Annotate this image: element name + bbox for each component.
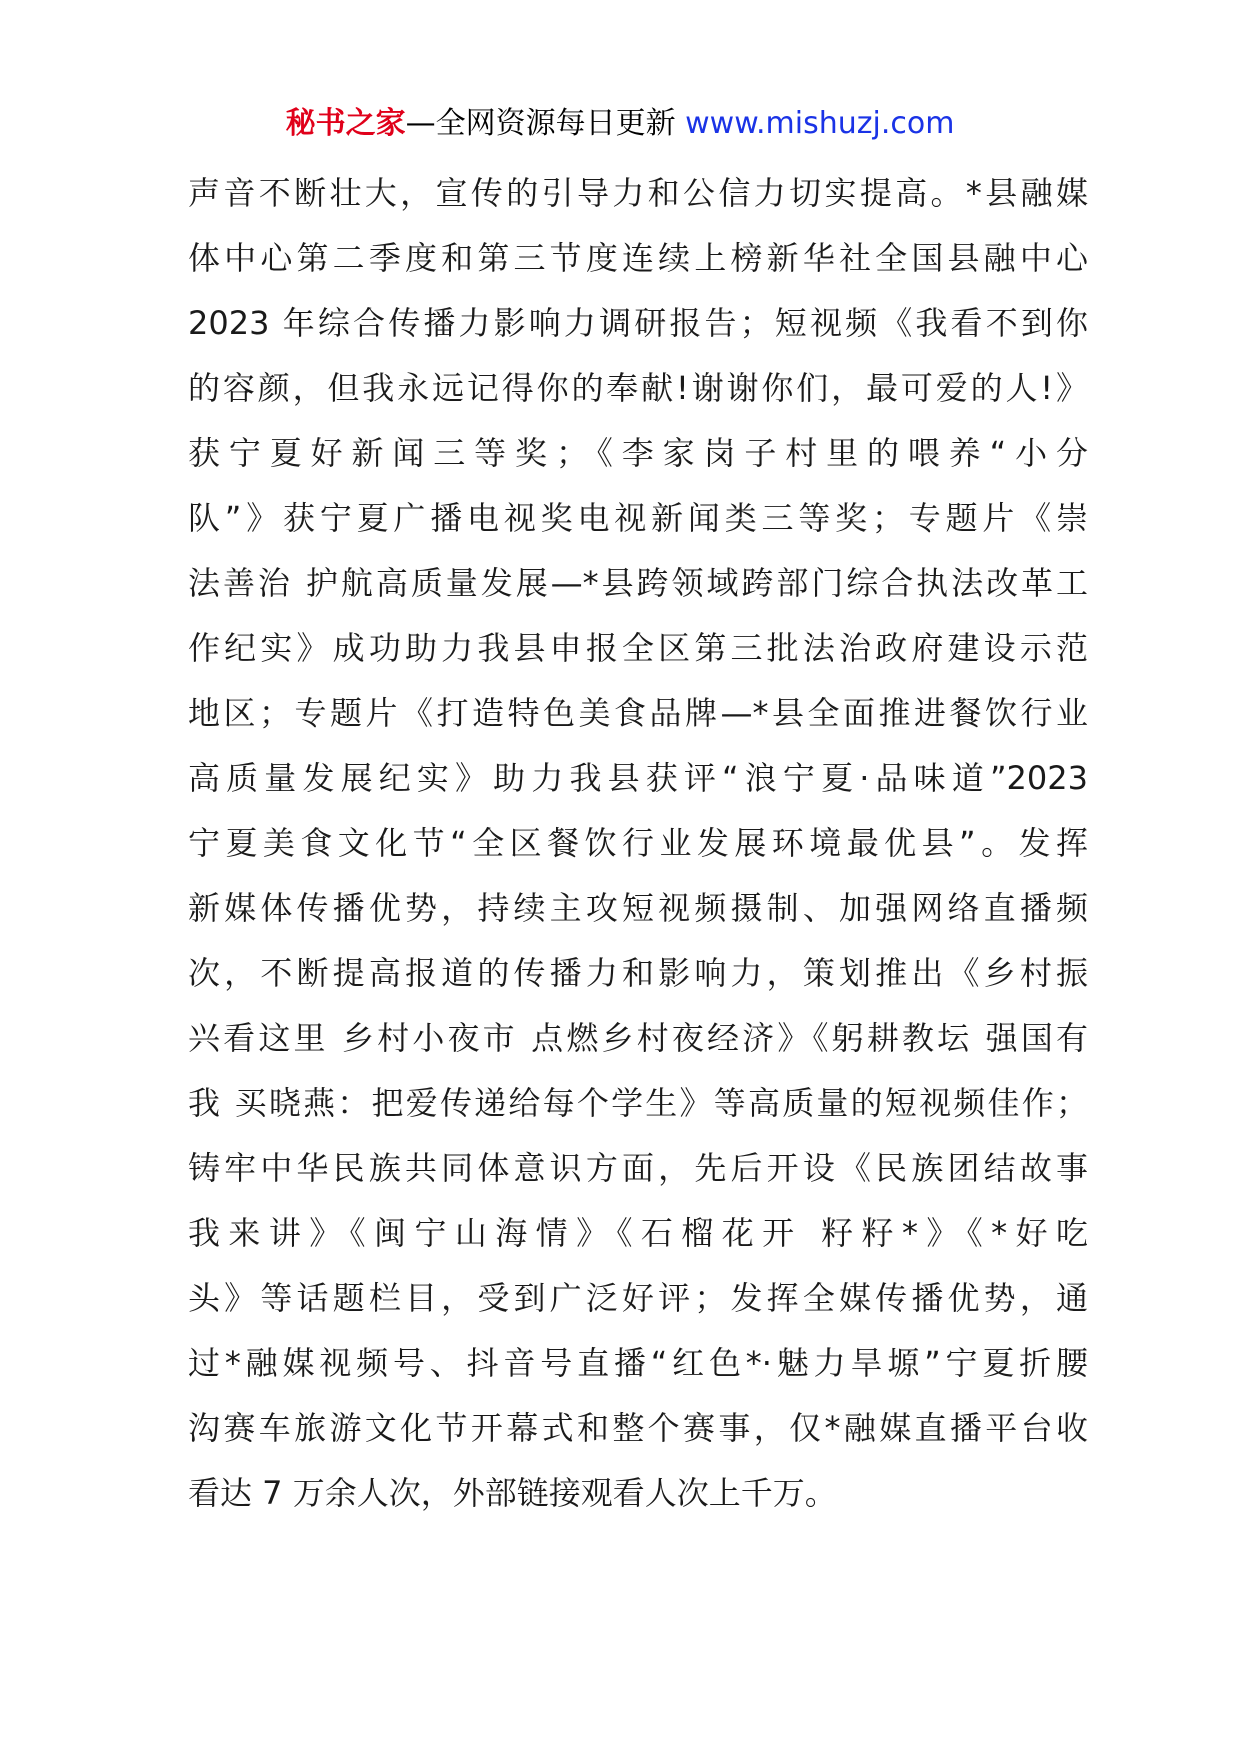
body-line: 我来讲》《闽宁山海情》《石榴花开 籽籽*》《*好吃: [188, 1214, 1088, 1252]
body-line: 头》等话题栏目，受到广泛好评；发挥全媒传播优势，通: [188, 1279, 1088, 1317]
body-line: 铸牢中华民族共同体意识方面，先后开设《民族团结故事: [188, 1149, 1088, 1187]
body-line: 新媒体传播优势，持续主攻短视频摄制、加强网络直播频: [188, 889, 1088, 927]
body-line: 我 买晓燕：把爱传递给每个学生》等高质量的短视频佳作；: [188, 1084, 1088, 1122]
body-line: 高质量发展纪实》助力我县获评“浪宁夏·品味道”2023: [188, 759, 1088, 797]
body-line: 声音不断壮大，宣传的引导力和公信力切实提高。*县融媒: [188, 174, 1088, 212]
body-text: [188, 161, 1088, 1526]
body-line: 2023 年综合传播力影响力调研报告；短视频《我看不到你: [188, 304, 1088, 342]
body-line: 队”》获宁夏广播电视奖电视新闻类三等奖；专题片《崇: [188, 499, 1088, 537]
body-line: 宁夏美食文化节“全区餐饮行业发展环境最优县”。发挥: [188, 824, 1088, 862]
body-line: 地区；专题片《打造特色美食品牌—*县全面推进餐饮行业: [188, 694, 1088, 732]
header-slogan: —全网资源每日更新: [405, 106, 686, 141]
body-line: 沟赛车旅游文化节开幕式和整个赛事，仅*融媒直播平台收: [188, 1409, 1088, 1447]
body-line: 兴看这里 乡村小夜市 点燃乡村夜经济》《躬耕教坛 强国有: [188, 1019, 1088, 1057]
body-line: 次，不断提高报道的传播力和影响力，策划推出《乡村振: [188, 954, 1088, 992]
body-line: 体中心第二季度和第三节度连续上榜新华社全国县融中心: [188, 239, 1088, 277]
header-site-link[interactable]: www.mishuzj.com: [685, 106, 955, 141]
body-line: 的容颜，但我永远记得你的奉献!谢谢你们，最可爱的人!》: [188, 369, 1088, 407]
body-line: 获宁夏好新闻三等奖；《李家岗子村里的喂养“小分: [188, 434, 1088, 472]
page-header: [0, 100, 1240, 148]
body-line: 过*融媒视频号、抖音号直播“红色*·魅力旱塬”宁夏折腰: [188, 1344, 1088, 1382]
body-line: 作纪实》成功助力我县申报全区第三批法治政府建设示范: [188, 629, 1088, 667]
body-line: 看达 7 万余人次，外部链接观看人次上千万。: [188, 1474, 837, 1512]
header-brand: 秘书之家: [285, 106, 406, 141]
body-line: 法善治 护航高质量发展—*县跨领域跨部门综合执法改革工: [188, 564, 1088, 602]
